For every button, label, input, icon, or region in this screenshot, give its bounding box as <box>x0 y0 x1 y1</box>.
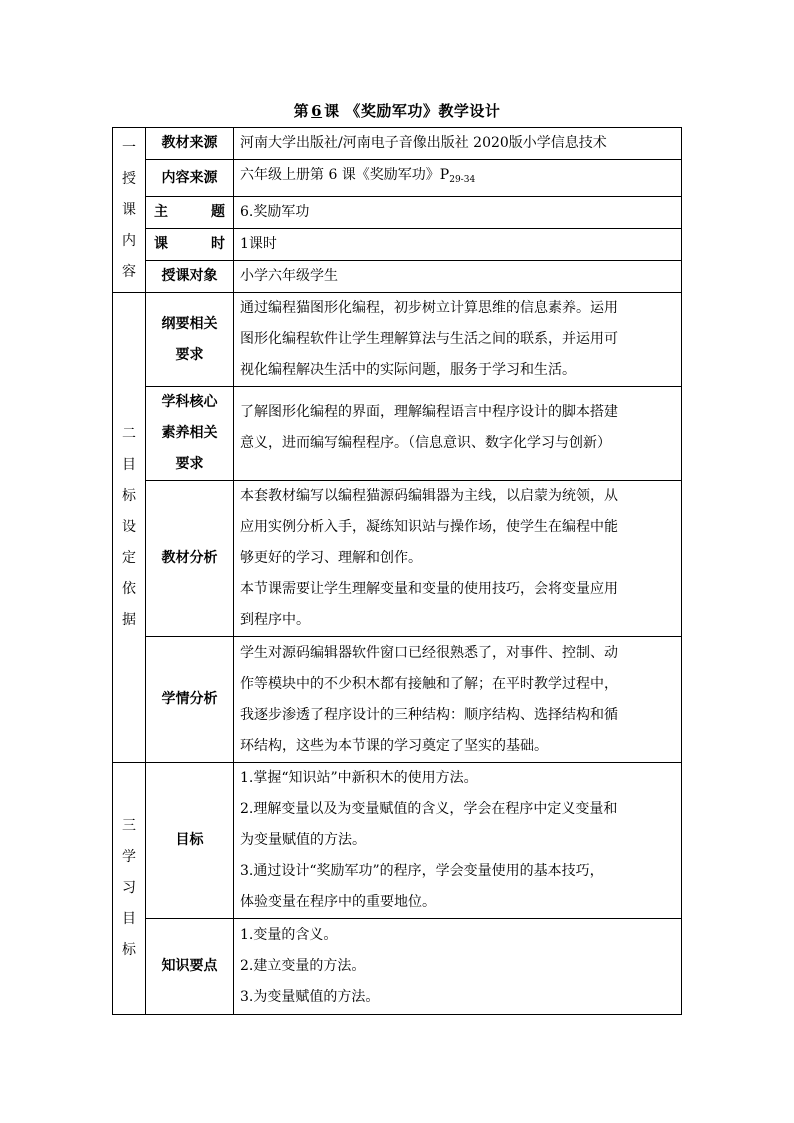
section3-char: 学 <box>122 849 136 865</box>
text-line: 视化编程解决生活中的实际问题，服务于学习和生活。 <box>240 362 576 378</box>
label-topic-a: 主 <box>154 204 168 220</box>
table-row <box>113 387 682 481</box>
label-line: 教材分析 <box>161 550 218 566</box>
label-core-literacy <box>146 387 234 481</box>
section3-char: 标 <box>122 942 136 958</box>
section1-label <box>113 128 146 293</box>
label-content-source: 内容来源 <box>146 160 234 197</box>
section1-char: 容 <box>122 263 136 280</box>
label-class-hours <box>146 229 234 261</box>
lesson-plan-table <box>112 127 682 1015</box>
section3-char: 习 <box>122 880 136 896</box>
section2-char: 设 <box>122 519 136 535</box>
table-row <box>113 229 682 261</box>
text-line: 本套教材编写以编程猫源码编辑器为主线，以启蒙为统领，从 <box>240 488 618 504</box>
section1-char: 内 <box>122 232 136 249</box>
label-audience: 授课对象 <box>146 261 234 293</box>
text-line: 图形化编程软件让学生理解算法与生活之间的联系，并运用可 <box>240 331 618 347</box>
text-line: 我逐步渗透了程序设计的三种结构：顺序结构、选择结构和循 <box>240 706 618 723</box>
text-line: 了解图形化编程的界面，理解编程语言中程序设计的脚本搭建 <box>240 404 618 420</box>
section1-char: 一 <box>122 139 136 156</box>
value-student-analysis <box>234 637 682 763</box>
content-source-text: 六年级上册第 6 课《奖励军功》P <box>240 167 450 183</box>
label-student-analysis <box>146 637 234 763</box>
label-line: 素养相关 <box>161 425 218 441</box>
label-key-knowledge <box>146 919 234 1015</box>
label-line: 知识要点 <box>161 958 218 974</box>
value-textbook-source: 河南大学出版社/河南电子音像出版社 2020版小学信息技术 <box>234 128 682 160</box>
section2-char: 标 <box>122 488 136 504</box>
table-row <box>113 919 682 1015</box>
label-line: 纲要相关 <box>161 315 218 332</box>
label-topic <box>146 197 234 229</box>
section1-char: 授 <box>122 170 136 187</box>
section2-char: 依 <box>122 581 136 597</box>
text-line: 通过编程猫图形化编程，初步树立计算思维的信息素养。运用 <box>240 300 618 316</box>
text-line: 体验变量在程序中的重要地位。 <box>240 894 436 910</box>
title-suffix: 课 《奖励军功》教学设计 <box>324 102 501 120</box>
section2-char: 目 <box>122 457 136 473</box>
text-line: 意义，进而编写编程程序。（信息意识、数字化学习与创新） <box>240 435 611 451</box>
value-textbook-analysis <box>234 481 682 637</box>
label-textbook-source: 教材来源 <box>146 128 234 160</box>
text-line: 本节课需要让学生理解变量和变量的使用技巧，会将变量应用 <box>240 581 618 597</box>
table-row <box>113 128 682 160</box>
text-line: 2.建立变量的方法。 <box>240 958 366 974</box>
value-content-source <box>234 160 682 197</box>
label-line: 学科核心 <box>161 394 218 410</box>
table-row <box>113 481 682 637</box>
page-range: 29-34 <box>449 175 476 185</box>
label-curriculum-requirements <box>146 293 234 387</box>
section3-label <box>113 763 146 1015</box>
page-title <box>0 100 794 121</box>
value-audience: 小学六年级学生 <box>234 261 682 293</box>
table-row <box>113 261 682 293</box>
table-row <box>113 160 682 197</box>
section1-char: 课 <box>122 201 136 218</box>
section2-char: 定 <box>122 550 136 566</box>
text-line: 2.理解变量以及为变量赋值的含义，学会在程序中定义变量和 <box>240 801 618 817</box>
label-line: 要求 <box>175 346 204 363</box>
title-prefix: 第 <box>293 102 310 120</box>
section2-char: 二 <box>122 426 136 442</box>
text-line: 1.变量的含义。 <box>240 927 338 943</box>
value-key-knowledge <box>234 919 682 1015</box>
section3-char: 目 <box>122 911 136 927</box>
value-class-hours: 1课时 <box>234 229 682 261</box>
text-line: 为变量赋值的方法。 <box>240 832 366 848</box>
text-line: 1.掌握“知识站”中新积木的使用方法。 <box>240 770 478 786</box>
label-line: 学情分析 <box>161 691 218 707</box>
text-line: 3.通过设计“奖励军功”的程序，学会变量使用的基本技巧， <box>240 863 604 879</box>
table-row <box>113 197 682 229</box>
table-row <box>113 293 682 387</box>
text-line: 到程序中。 <box>240 612 310 628</box>
value-core-literacy <box>234 387 682 481</box>
value-objectives <box>234 763 682 919</box>
text-line: 应用实例分析入手，凝练知识站与操作场，使学生在编程中能 <box>240 519 618 535</box>
value-curriculum-requirements <box>234 293 682 387</box>
text-line: 作等模块中的不少积木都有接触和了解；在平时教学过程中， <box>240 675 618 692</box>
label-textbook-analysis <box>146 481 234 637</box>
label-objectives <box>146 763 234 919</box>
text-line: 3.为变量赋值的方法。 <box>240 989 380 1005</box>
section2-char: 据 <box>122 612 136 628</box>
label-topic-b: 题 <box>211 204 225 220</box>
label-line: 要求 <box>175 456 204 472</box>
label-hours-b: 时 <box>211 236 225 252</box>
text-line: 够更好的学习、理解和创作。 <box>240 550 422 566</box>
label-line: 目标 <box>175 832 204 848</box>
text-line: 学生对源码编辑器软件窗口已经很熟悉了，对事件、控制、动 <box>240 644 618 661</box>
value-topic: 6.奖励军功 <box>234 197 682 229</box>
table-row <box>113 637 682 763</box>
section2-label <box>113 293 146 763</box>
lesson-number: 6 <box>311 102 323 120</box>
text-line: 环结构，这些为本节课的学习奠定了坚实的基础。 <box>240 737 548 754</box>
section3-char: 三 <box>122 818 136 834</box>
label-hours-a: 课 <box>154 236 168 252</box>
table-row <box>113 763 682 919</box>
